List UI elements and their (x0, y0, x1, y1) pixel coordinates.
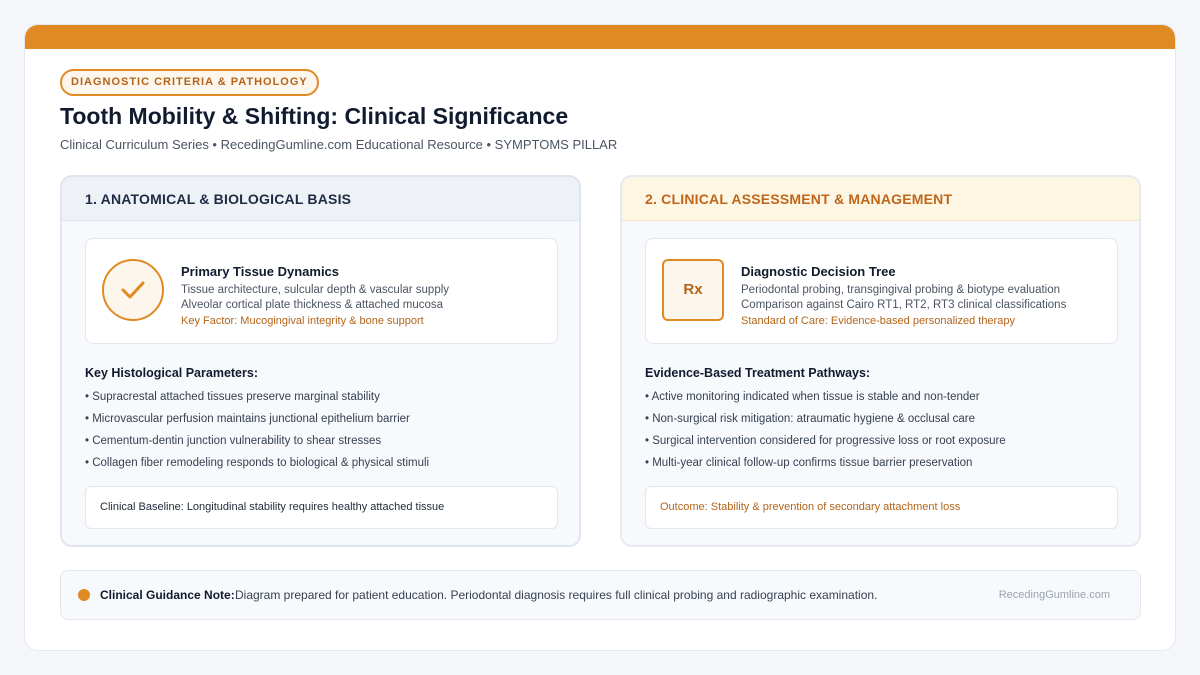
list-item: • Surgical intervention considered for progressive loss or root exposure (645, 435, 1006, 447)
checkmark-icon (102, 259, 164, 321)
brand-watermark: RecedingGumline.com (998, 589, 1110, 601)
panel-heading: 2. CLINICAL ASSESSMENT & MANAGEMENT (622, 177, 1139, 221)
feature-title: Diagnostic Decision Tree (741, 264, 896, 279)
feature-line: Comparison against Cairo RT1, RT2, RT3 clinical classifications (741, 299, 1067, 311)
list-item: • Non-surgical risk mitigation: atraumatic hygiene & occlusal care (645, 413, 975, 425)
category-pill: DIAGNOSTIC CRITERIA & PATHOLOGY (60, 69, 319, 96)
main-card (24, 24, 1176, 651)
accent-top-bar (25, 25, 1175, 49)
list-item: • Collagen fiber remodeling responds to biological & physical stimuli (85, 457, 430, 469)
note-label: Clinical Guidance Note: (100, 588, 235, 602)
bullet-list (645, 390, 1006, 478)
bullet-dot-icon (78, 589, 90, 601)
clinical-assessment-panel (620, 175, 1141, 547)
rx-icon: Rx (662, 259, 724, 321)
clinical-baseline: Clinical Baseline: Longitudinal stability requires healthy attached tissue (85, 486, 558, 529)
feature-card (85, 238, 558, 344)
feature-card (645, 238, 1118, 344)
standard-of-care: Standard of Care: Evidence-based personalized therapy (741, 315, 1015, 327)
section-title: Evidence-Based Treatment Pathways: (645, 366, 871, 380)
bullet-list (85, 390, 429, 478)
section-title: Key Histological Parameters: (85, 366, 258, 380)
list-item: • Active monitoring indicated when tissue is stable and non-tender (645, 391, 980, 403)
feature-title: Primary Tissue Dynamics (181, 264, 340, 279)
list-item: • Cementum-dentin junction vulnerability to shear stresses (85, 435, 382, 447)
outcome-box: Outcome: Stability & prevention of secondary attachment loss (645, 486, 1118, 529)
page-subtitle: Clinical Curriculum Series • RecedingGumline.com Educational Resource • SYMPTOMS PILLAR (60, 137, 618, 152)
anatomical-basis-panel (60, 175, 581, 547)
key-factor: Key Factor: Mucogingival integrity & bone support (181, 315, 424, 327)
page-title: Tooth Mobility & Shifting: Clinical Significance (60, 103, 569, 129)
feature-line: Alveolar cortical plate thickness & attached mucosa (181, 299, 444, 311)
guidance-note (60, 570, 1141, 620)
list-item: • Microvascular perfusion maintains junctional epithelium barrier (85, 413, 410, 425)
feature-line: Tissue architecture, sulcular depth & vascular supply (181, 284, 450, 296)
note-text: Diagram prepared for patient education. Periodontal diagnosis requires full clinical probing and radiographic examination. (235, 588, 878, 602)
panel-heading: 1. ANATOMICAL & BIOLOGICAL BASIS (62, 177, 579, 221)
list-item: • Supracrestal attached tissues preserve marginal stability (85, 391, 380, 403)
feature-line: Periodontal probing, transgingival probing & biotype evaluation (741, 284, 1061, 296)
list-item: • Multi-year clinical follow-up confirms tissue barrier preservation (645, 457, 973, 469)
